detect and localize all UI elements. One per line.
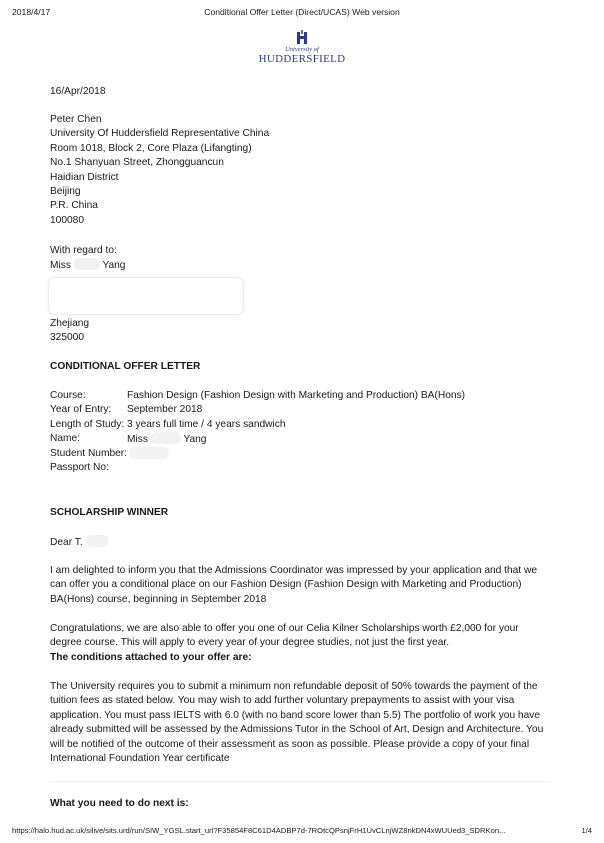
address-line: Haidian District: [50, 171, 119, 183]
next-steps-heading: What you need to do next is:: [50, 798, 189, 809]
redacted-name: [151, 432, 181, 444]
detail-row-name: [50, 432, 550, 446]
detail-value: Fashion Design (Fashion Design with Marketing and Production) BA(Hons): [127, 390, 466, 401]
intro-paragraph: I am delighted to inform you that the Admissions Coordinator was impressed by your application and that we can offer you a conditional place on our Fashion Design (Fashion Design with Marketing and Production) BA(Hons) course, beginning in September 2018: [50, 565, 537, 605]
regard-surname: Yang: [102, 260, 126, 272]
regard-section: [50, 244, 125, 273]
salutation: [50, 535, 108, 550]
detail-key: Length of Study:: [50, 418, 125, 430]
logo-line-2: HUDDERSFIELD: [258, 53, 346, 65]
address-line: No.1 Shanyuan Street, Zhongguancun: [50, 157, 224, 169]
address-line: Beijing: [50, 185, 81, 197]
offer-details: [50, 389, 550, 475]
redacted-name: [86, 535, 108, 547]
recipient-city: [50, 317, 89, 346]
logo-line-1: University of: [285, 46, 319, 53]
address-line: Peter Chen: [50, 114, 102, 125]
name-title: Miss: [127, 434, 148, 446]
detail-key: Name:: [50, 433, 81, 445]
address-line: P.R. China: [50, 200, 98, 212]
detail-value: [129, 447, 169, 462]
letter-date: 16/Apr/2018: [50, 86, 106, 97]
detail-key: Course:: [50, 390, 86, 401]
address-line: University Of Huddersfield Representative China: [50, 128, 270, 140]
detail-key: Student Number:: [50, 447, 128, 459]
university-logo: [248, 30, 356, 65]
section-divider: [50, 781, 550, 782]
scholarship-paragraph: Congratulations, we are also able to offer you one of our Celia Kilner Scholarships worth £2,000 for your degree course. This will apply to every year of your degree studies, not just the first year.: [50, 623, 519, 649]
print-page-number: 1/4: [581, 826, 592, 835]
name-surname: Yang: [183, 434, 207, 446]
detail-value: September 2018: [127, 404, 203, 416]
regard-label: With regard to:: [50, 245, 117, 256]
detail-row-passport: [50, 461, 550, 475]
detail-row-length: [50, 418, 550, 432]
conditions-heading: The conditions attached to your offer are:: [50, 652, 252, 663]
redacted-address-box: [48, 277, 244, 315]
offer-heading: CONDITIONAL OFFER LETTER: [50, 361, 201, 372]
salutation-text: Dear T.: [50, 537, 83, 548]
postcode-line: 325000: [50, 332, 84, 344]
detail-key: Passport No:: [50, 461, 109, 473]
regard-name: [50, 258, 125, 272]
redacted-name: [74, 258, 100, 270]
detail-value: 3 years full time / 4 years sandwich: [127, 418, 286, 430]
city-line: Zhejiang: [50, 318, 90, 329]
detail-row-year: [50, 403, 550, 417]
detail-value: [127, 432, 206, 447]
print-date: 2018/4/17: [12, 7, 51, 17]
print-footer-url: https://halo.hud.ac.uk/silive/sits.urd/run/SIW_YGSL.start_url?F35854F8C61D4ADBP7d-7ROtcQPsnjFrH1UvCLnjWZ8nkDN4xWUUed3_SDRKon...: [12, 826, 506, 835]
detail-row-course: [50, 389, 550, 403]
print-title: Conditional Offer Letter (Direct/UCAS) Web version: [204, 7, 400, 17]
university-crest-icon: [295, 30, 309, 46]
address-line: Room 1018, Block 2, Core Plaza (Lifangting): [50, 142, 252, 154]
detail-row-student-number: [50, 447, 550, 461]
detail-key: Year of Entry:: [50, 404, 112, 416]
redacted-student-number: [129, 447, 169, 459]
scholarship-heading: SCHOLARSHIP WINNER: [50, 507, 169, 518]
regard-title: Miss: [50, 260, 71, 272]
sender-address: [50, 113, 269, 228]
conditions-paragraph: The University requires you to submit a minimum non refundable deposit of 50% towards the payment of the tuition fees as stated below. You may wish to add further voluntary prepayments to assist with your visa application. You must pass IELTS with 6.0 (with no band score lower than 5.5) The portfolio of work you have already submitted will be assessed by the Admissions Tutor in the School of Art, Design and Architecture. You will be notified of the outcome of their assessment as soon as possible. Please provide a copy of your final International Foundation Year certificate: [50, 681, 544, 765]
address-line: 100080: [50, 214, 84, 226]
